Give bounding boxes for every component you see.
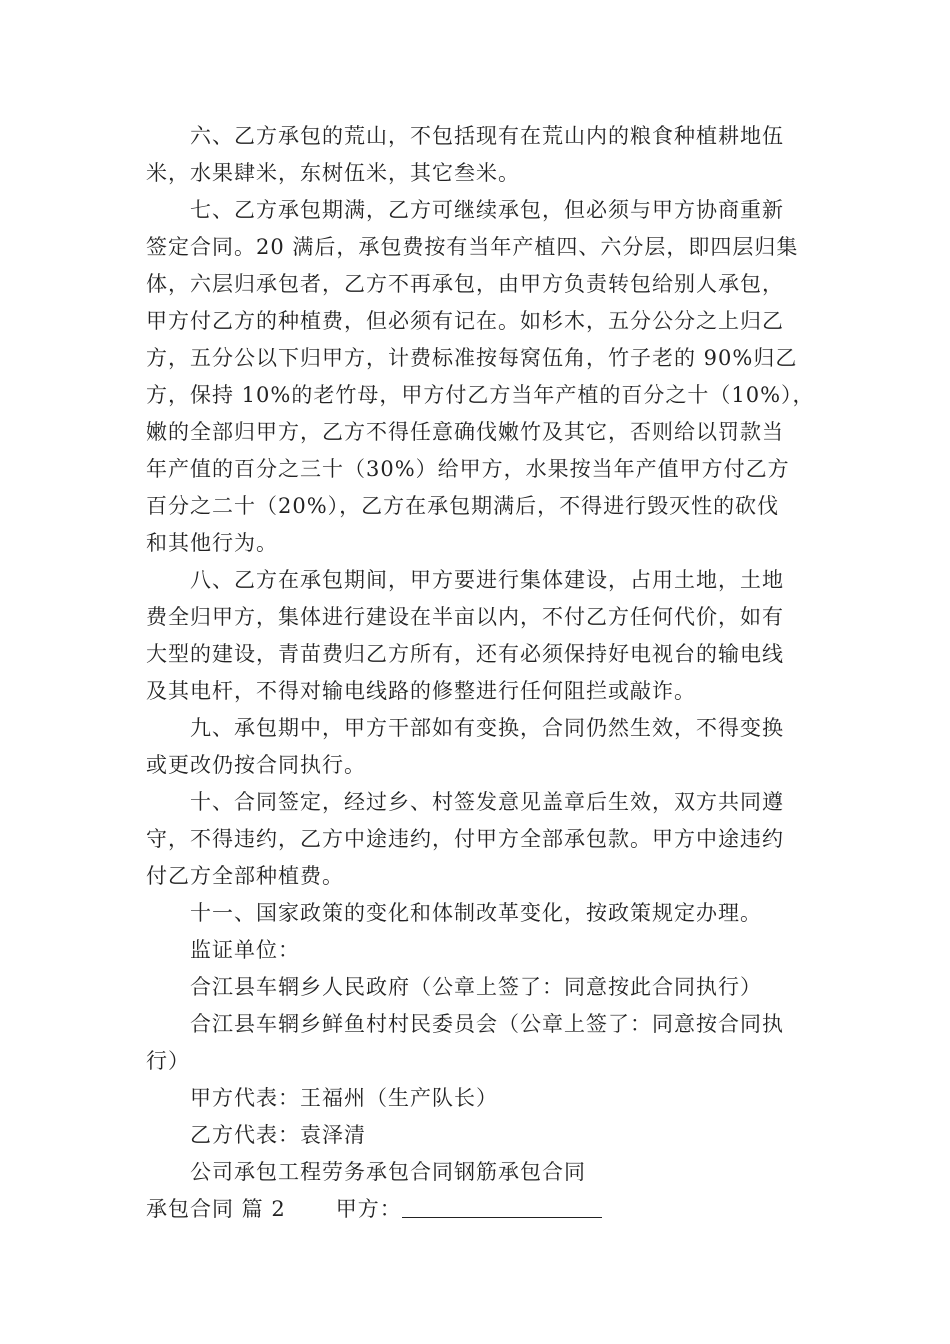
paragraph-clause-11 bbox=[146, 895, 806, 932]
text-line: 或更改仍按合同执行。 bbox=[146, 753, 366, 777]
text-line: 八、乙方在承包期间，甲方要进行集体建设，占用土地，土地 bbox=[190, 568, 784, 592]
text-line: 大型的建设，青苗费归乙方所有，还有必须保持好电视台的输电线 bbox=[146, 642, 784, 666]
footer-line bbox=[146, 1191, 806, 1228]
paragraph-supervisor-label bbox=[146, 932, 806, 969]
paragraph-clause-8 bbox=[146, 562, 806, 710]
paragraph-party-b-rep bbox=[146, 1117, 806, 1154]
text-line: 付乙方全部种植费。 bbox=[146, 864, 344, 888]
text-line: 甲方代表：王福州（生产队长） bbox=[190, 1086, 498, 1110]
text-line: 合江县车辋乡鲜鱼村村民委员会（公章上签了：同意按合同执 bbox=[190, 1012, 784, 1036]
text-line: 行） bbox=[146, 1049, 190, 1073]
text-line: 公司承包工程劳务承包合同钢筋承包合同 bbox=[190, 1160, 586, 1184]
paragraph-party-a-rep bbox=[146, 1080, 806, 1117]
text-line: 甲方付乙方的种植费，但必须有记在。如杉木，五分公分之上归乙 bbox=[146, 309, 784, 333]
text-line: 及其电杆，不得对输电线路的修整进行任何阻拦或敲诈。 bbox=[146, 679, 696, 703]
party-a-label: 甲方： bbox=[335, 1197, 402, 1221]
text-line: 年产值的百分之三十（30%）给甲方，水果按当年产值甲方付乙方 bbox=[146, 457, 790, 481]
document-page bbox=[146, 118, 815, 1228]
text-line: 百分之二十（20%），乙方在承包期满后，不得进行毁灭性的砍伐 bbox=[146, 494, 780, 518]
paragraph-clause-7 bbox=[146, 192, 815, 562]
text-line: 方，保持 10%的老竹母，甲方付乙方当年产植的百分之十（10%）， bbox=[146, 383, 815, 407]
paragraph-clause-10 bbox=[146, 784, 806, 895]
text-line: 体，六层归承包者，乙方不再承包，由甲方负责转包给别人承包， bbox=[146, 272, 784, 296]
text-line: 九、承包期中，甲方干部如有变换，合同仍然生效，不得变换 bbox=[190, 716, 784, 740]
text-line: 十、合同签定，经过乡、村签发意见盖章后生效，双方共同遵 bbox=[190, 790, 784, 814]
text-line: 乙方代表：袁泽清 bbox=[190, 1123, 366, 1147]
paragraph-clause-6 bbox=[146, 118, 806, 192]
text-line: 和其他行为。 bbox=[146, 531, 278, 555]
text-line: 十一、国家政策的变化和体制改革变化，按政策规定办理。 bbox=[190, 901, 762, 925]
paragraph-clause-9 bbox=[146, 710, 806, 784]
paragraph-related-titles bbox=[146, 1154, 806, 1191]
text-line: 守，不得违约，乙方中途违约，付甲方全部承包款。甲方中途违约 bbox=[146, 827, 784, 851]
text-line: 米，水果肆米，东树伍米，其它叁米。 bbox=[146, 161, 520, 185]
paragraph-supervisor-1 bbox=[146, 969, 806, 1006]
text-line: 费全归甲方，集体进行建设在半亩以内，不付乙方任何代价，如有 bbox=[146, 605, 784, 629]
text-line: 嫩的全部归甲方，乙方不得任意确伐嫩竹及其它，否则给以罚款当 bbox=[146, 420, 784, 444]
text-line: 合江县车辋乡人民政府（公章上签了：同意按此合同执行） bbox=[190, 975, 762, 999]
party-a-blank bbox=[402, 1195, 602, 1218]
text-line: 方，五分公以下归甲方，计费标准按每窝伍角，竹子老的 90%归乙 bbox=[146, 346, 798, 370]
paragraph-supervisor-2 bbox=[146, 1006, 806, 1080]
text-line: 六、乙方承包的荒山，不包括现有在荒山内的粮食种植耕地伍 bbox=[190, 124, 784, 148]
text-line: 监证单位： bbox=[190, 938, 300, 962]
text-line: 七、乙方承包期满，乙方可继续承包，但必须与甲方协商重新 bbox=[190, 198, 784, 222]
section-title: 承包合同 篇 2 bbox=[146, 1197, 286, 1221]
text-line: 签定合同。20 满后，承包费按有当年产植四、六分层，即四层归集 bbox=[146, 235, 799, 259]
